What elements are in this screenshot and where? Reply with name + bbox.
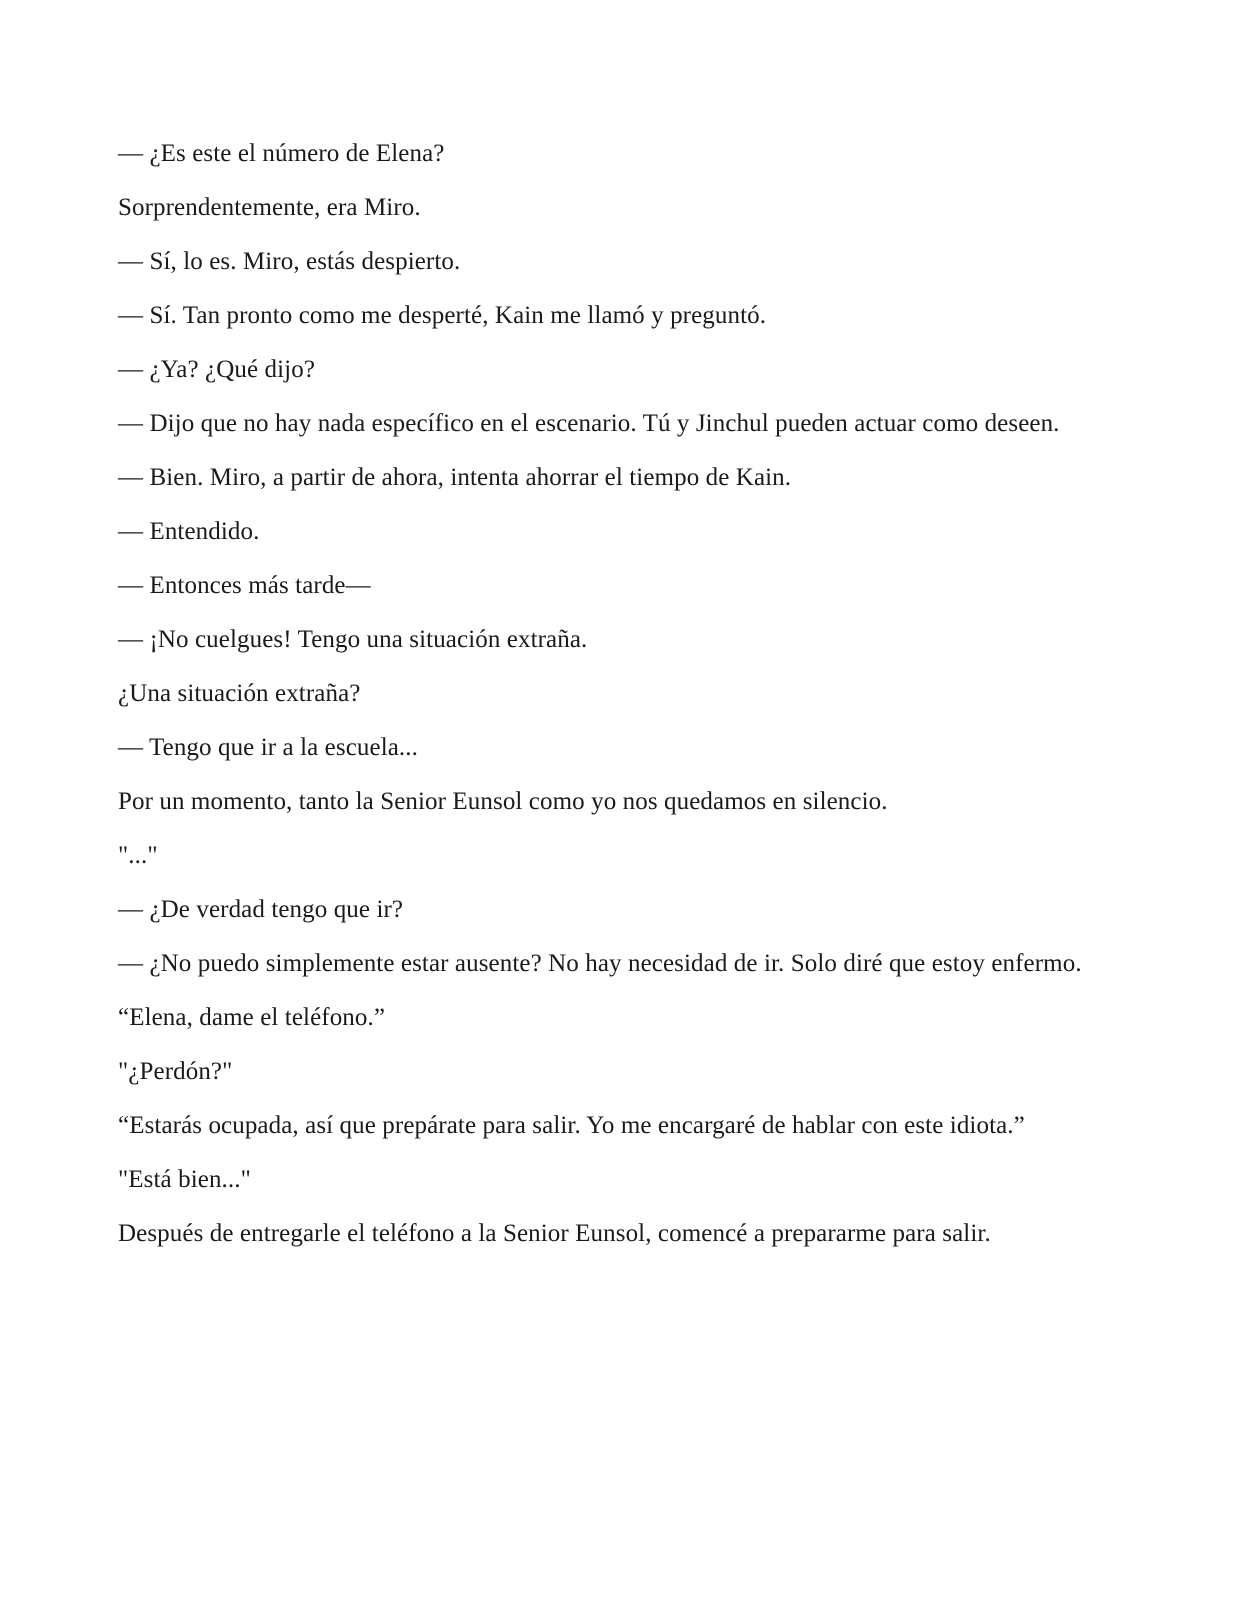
paragraph: — ¿Es este el número de Elena? [118, 140, 445, 167]
paragraph: "Está bien..." [118, 1166, 251, 1193]
paragraph: — Entonces más tarde— [118, 572, 371, 599]
paragraph: — Dijo que no hay nada específico en el escenario. Tú y Jinchul pueden actuar como deseen. [118, 410, 1060, 437]
paragraph: Sorprendentemente, era Miro. [118, 194, 421, 221]
paragraph: “Elena, dame el teléfono.” [118, 1004, 386, 1031]
document-page [118, 138, 1124, 1272]
paragraph: "¿Perdón?" [118, 1058, 233, 1085]
paragraph: — Sí, lo es. Miro, estás despierto. [118, 248, 461, 275]
paragraph: “Estarás ocupada, así que prepárate para salir. Yo me encargaré de hablar con este idiota.” [118, 1112, 1025, 1139]
paragraph: — Tengo que ir a la escuela... [118, 734, 418, 761]
paragraph: — ¡No cuelgues! Tengo una situación extraña. [118, 626, 588, 653]
paragraph: — ¿De verdad tengo que ir? [118, 896, 404, 923]
paragraph: — ¿Ya? ¿Qué dijo? [118, 356, 316, 383]
paragraph: "..." [118, 842, 158, 869]
paragraph: — Sí. Tan pronto como me desperté, Kain me llamó y preguntó. [118, 302, 767, 329]
paragraph: — ¿No puedo simplemente estar ausente? No hay necesidad de ir. Solo diré que estoy enfermo. [118, 950, 1082, 977]
paragraph: Por un momento, tanto la Senior Eunsol como yo nos quedamos en silencio. [118, 788, 888, 815]
paragraph: — Entendido. [118, 518, 260, 545]
paragraph: Después de entregarle el teléfono a la Senior Eunsol, comencé a prepararme para salir. [118, 1220, 991, 1247]
paragraph: — Bien. Miro, a partir de ahora, intenta ahorrar el tiempo de Kain. [118, 464, 792, 491]
paragraph: ¿Una situación extraña? [118, 680, 361, 707]
